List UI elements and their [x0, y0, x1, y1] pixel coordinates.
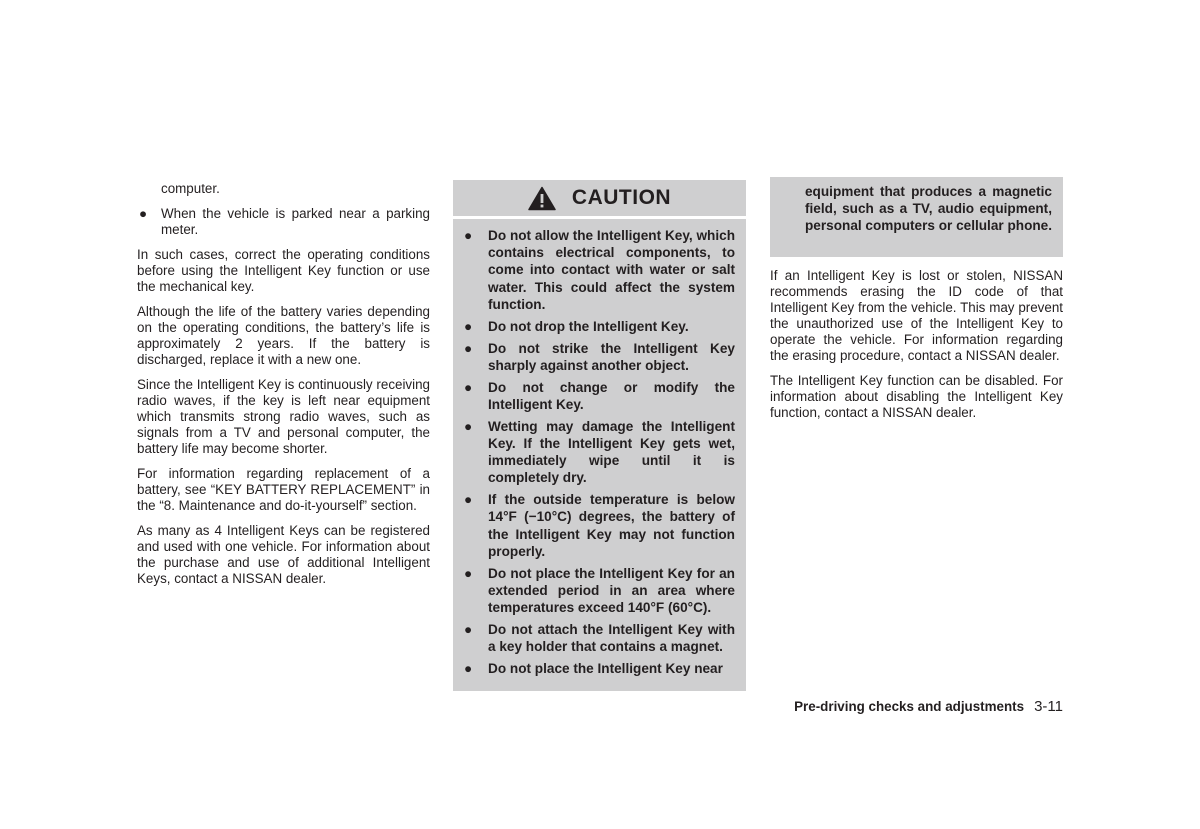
section-title: Pre-driving checks and adjustments: [794, 699, 1025, 714]
bullet-icon: ●: [464, 492, 473, 508]
bullet-icon: ●: [464, 340, 473, 356]
bullet-icon: ●: [464, 661, 473, 677]
bullet-icon: ●: [464, 565, 473, 581]
paragraph: As many as 4 Intelligent Keys can be registered and used with one vehicle. For information about the purchase and use of additional Intelligent Keys, contact a NISSAN dealer.: [137, 523, 430, 586]
caution-item-text: Do not allow the Intelligent Key, which contains electrical components, to come into contact with water or salt water. This could affect the system function.: [488, 228, 735, 312]
bullet-icon: ●: [139, 206, 148, 221]
caution-item: [463, 340, 735, 374]
caution-item: [463, 491, 735, 560]
bullet-icon: ●: [464, 379, 473, 395]
caution-item: [463, 660, 735, 677]
continuation-text: computer.: [161, 181, 220, 196]
bullet-icon: ●: [464, 622, 473, 638]
caution-item-text: Wetting may damage the Intelligent Key. If the Intelligent Key gets wet, immediately wipe until it is completely dry.: [488, 418, 735, 486]
caution-item: [463, 379, 735, 413]
caution-item-text: Do not place the Intelligent Key for an extended period in an area where temperatures exceed 140°F (60°C).: [488, 565, 735, 616]
caution-item: [463, 418, 735, 487]
caution-item-text: Do not strike the Intelligent Key sharply against another object.: [488, 340, 735, 373]
caution-item: [463, 621, 735, 655]
caution-box: [453, 180, 746, 691]
right-paragraphs: [770, 268, 1063, 430]
caution-continuation-text: equipment that produces a magnetic field, such as a TV, audio equipment, personal computers or cellular phone.: [805, 184, 1053, 234]
paragraph: The Intelligent Key function can be disabled. For information about disabling the Intelligent Key function, contact a NISSAN dealer.: [770, 373, 1063, 420]
caution-item-text: Do not drop the Intelligent Key.: [488, 318, 689, 334]
bullet-icon: ●: [464, 228, 473, 243]
caution-header: [453, 180, 746, 219]
bullet-icon: ●: [464, 318, 473, 334]
caution-list: [453, 219, 746, 677]
left-column: [137, 181, 430, 596]
caution-item-text: Do not change or modify the Intelligent Key.: [488, 379, 735, 412]
page-footer: [700, 698, 1063, 715]
caution-item: [463, 565, 735, 617]
paragraph: Since the Intelligent Key is continuously receiving radio waves, if the key is left near equipment which transmits strong radio waves, such as signals from a TV and personal computer, the battery life may become shorter.: [137, 377, 430, 456]
bullet-icon: ●: [464, 418, 473, 434]
paragraph: Although the life of the battery varies depending on the operating conditions, the battery’s life is approximately 2 years. If the battery is discharged, replace it with a new one.: [137, 304, 430, 367]
warning-triangle-icon: [528, 186, 556, 211]
caution-title: CAUTION: [571, 186, 672, 209]
list-item: [137, 206, 430, 238]
caution-item-text: Do not attach the Intelligent Key with a key holder that contains a magnet.: [488, 622, 735, 655]
caution-item: [463, 227, 735, 313]
caution-item: [463, 318, 735, 335]
paragraph: In such cases, correct the operating conditions before using the Intelligent Key function or use the mechanical key.: [137, 247, 430, 294]
bullet-text: When the vehicle is parked near a parking meter.: [161, 206, 430, 237]
paragraph: If an Intelligent Key is lost or stolen, NISSAN recommends erasing the ID code of that Intelligent Key from the vehicle. This may prevent the unauthorized use of the Intelligent Key to operate the vehicle. For information regarding the erasing procedure, contact a NISSAN dealer.: [770, 268, 1063, 363]
page-number: 3-11: [1034, 698, 1063, 715]
paragraph: For information regarding replacement of a battery, see “KEY BATTERY REPLACEMENT” in the “8. Maintenance and do-it-yourself” section.: [137, 466, 430, 513]
caution-item-text: Do not place the Intelligent Key near: [488, 661, 723, 677]
caution-item-text: If the outside temperature is below 14°F (−10°C) degrees, the battery of the Intelligent Key may not function properly.: [488, 492, 735, 559]
